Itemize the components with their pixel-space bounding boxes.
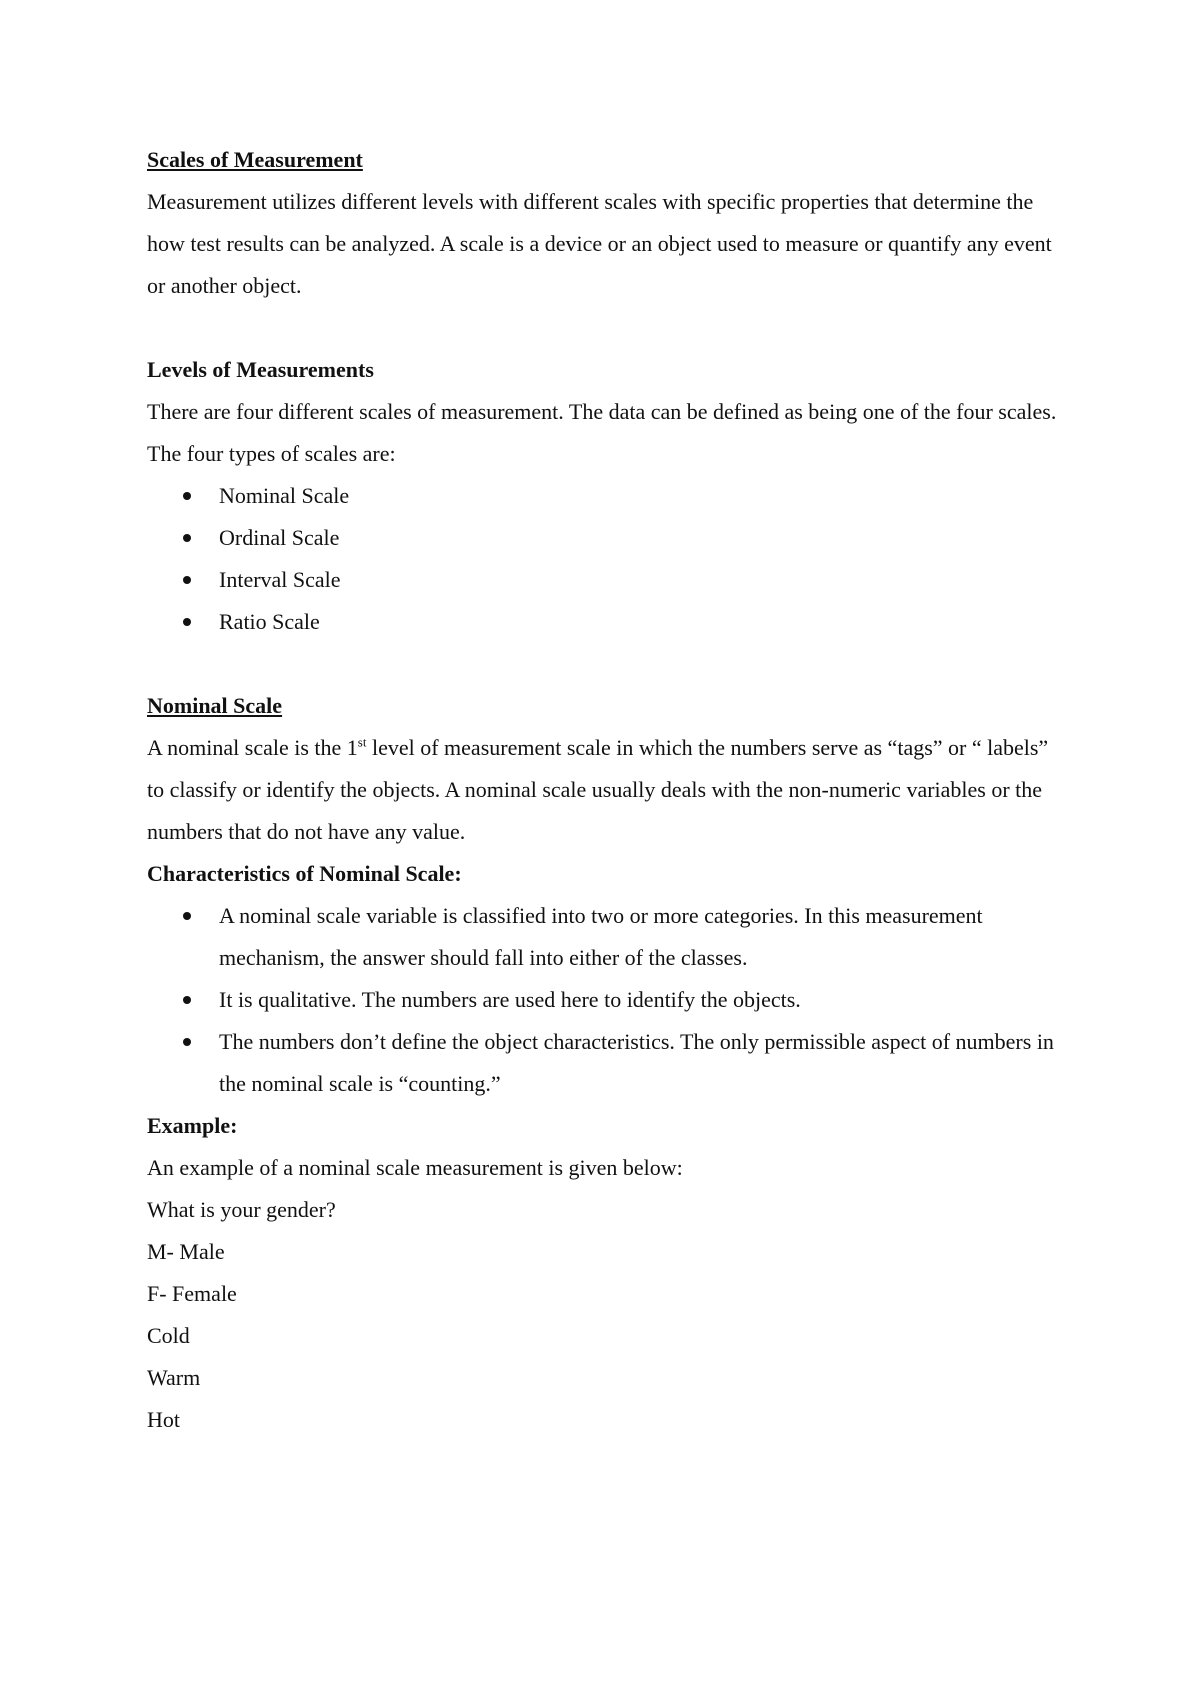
spacer bbox=[147, 307, 1067, 349]
example-line: Hot bbox=[147, 1407, 180, 1432]
section-paragraph-nominal bbox=[147, 727, 1067, 853]
example-line: M- Male bbox=[147, 1239, 225, 1264]
section-title-levels-of-measurements: Levels of Measurements bbox=[147, 357, 374, 382]
bullet-icon bbox=[183, 576, 191, 584]
list-item-label: A nominal scale variable is classified into two or more categories. In this measurement mechanism, the answer should fall into either of the classes. bbox=[219, 903, 983, 970]
list-item bbox=[147, 895, 1067, 979]
list-item-label: Ratio Scale bbox=[219, 609, 320, 634]
list-item-label: Interval Scale bbox=[219, 567, 341, 592]
spacer bbox=[147, 643, 1067, 685]
example-line: Cold bbox=[147, 1323, 190, 1348]
list-item bbox=[147, 559, 1067, 601]
paragraph-text: A nominal scale is the 1 bbox=[147, 735, 358, 760]
section-paragraph-levels: There are four different scales of measurement. The data can be defined as being one of the four scales. The four types of scales are: bbox=[147, 399, 1057, 466]
list-item-label: The numbers don’t define the object characteristics. The only permissible aspect of numbers in the nominal scale is “counting.” bbox=[219, 1029, 1054, 1096]
bullet-icon bbox=[183, 534, 191, 542]
characteristics-title: Characteristics of Nominal Scale: bbox=[147, 861, 462, 886]
bullet-icon bbox=[183, 1038, 191, 1046]
example-line: What is your gender? bbox=[147, 1197, 336, 1222]
section-title-nominal-scale: Nominal Scale bbox=[147, 693, 283, 718]
list-item-label: Nominal Scale bbox=[219, 483, 350, 508]
example-line: Warm bbox=[147, 1365, 201, 1390]
paragraph-text: level of measurement scale in which the numbers serve as “tags” or “ labels” to classify or identify the objects. A nominal scale usually deals with the non-numeric variables or the numbers that do not have any value. bbox=[147, 735, 1049, 844]
example-line: F- Female bbox=[147, 1281, 237, 1306]
list-item bbox=[147, 979, 1067, 1021]
list-item bbox=[147, 475, 1067, 517]
list-item bbox=[147, 601, 1067, 643]
bullet-icon bbox=[183, 996, 191, 1004]
example-title: Example: bbox=[147, 1113, 238, 1138]
bullet-icon bbox=[183, 912, 191, 920]
section-title-scales-of-measurement: Scales of Measurement bbox=[147, 147, 363, 172]
section-paragraph-scales: Measurement utilizes different levels with different scales with specific properties that determine the how test results can be analyzed. A scale is a device or an object used to measure or quantify any event or another object. bbox=[147, 189, 1052, 298]
list-item-label: Ordinal Scale bbox=[219, 525, 340, 550]
list-item bbox=[147, 517, 1067, 559]
list-item-label: It is qualitative. The numbers are used here to identify the objects. bbox=[219, 987, 801, 1012]
scale-types-list bbox=[147, 475, 1067, 643]
bullet-icon bbox=[183, 618, 191, 626]
list-item bbox=[147, 1021, 1067, 1105]
bullet-icon bbox=[183, 492, 191, 500]
example-line: An example of a nominal scale measurement is given below: bbox=[147, 1155, 683, 1180]
characteristics-list bbox=[147, 895, 1067, 1105]
ordinal-superscript: st bbox=[357, 734, 367, 750]
document-body bbox=[147, 139, 1067, 1441]
